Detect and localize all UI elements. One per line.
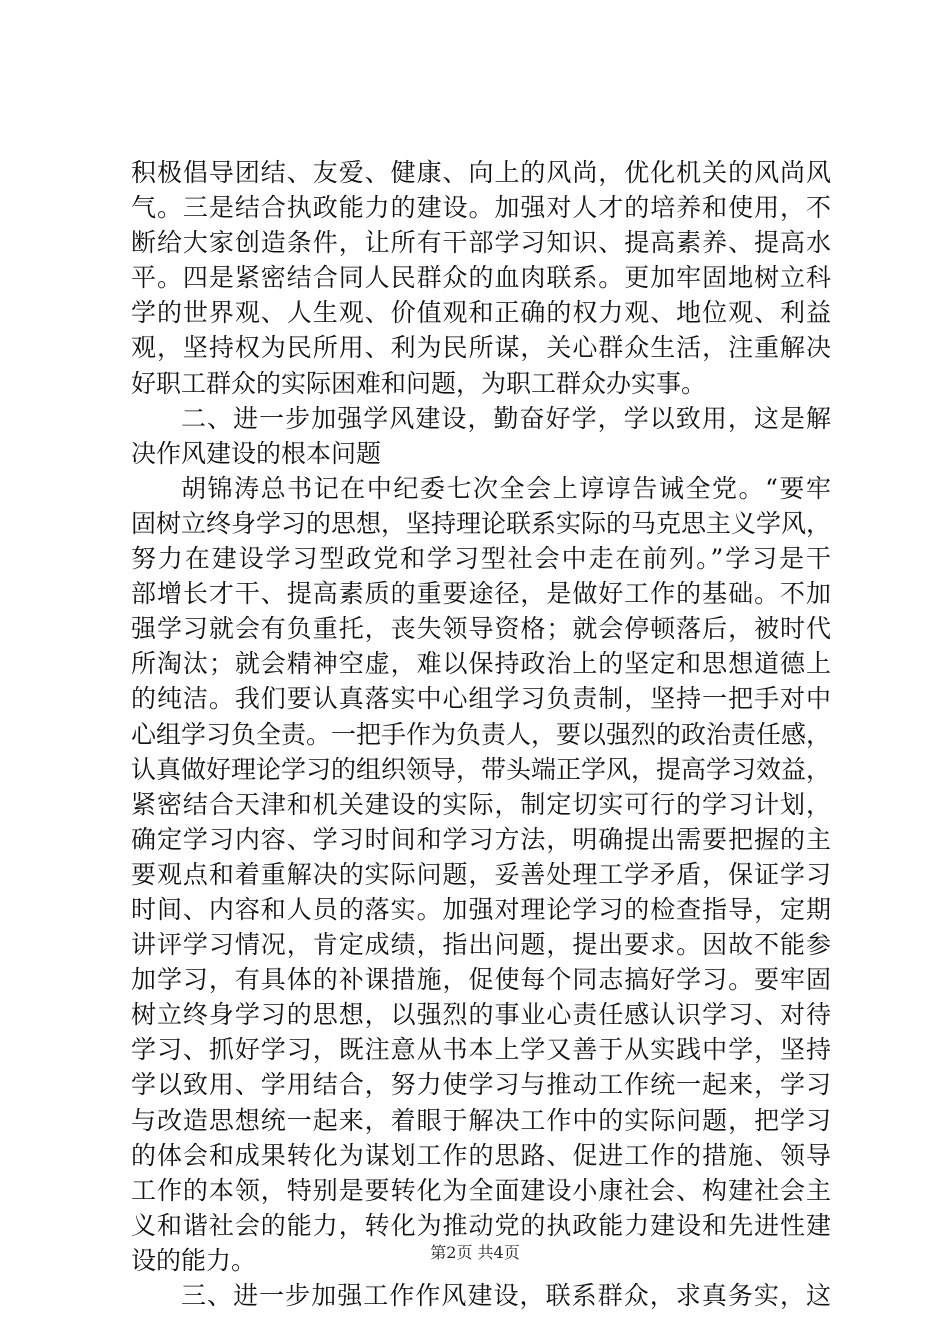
text-line: 胡锦涛总书记在中纪委七次全会上谆谆告诫全党。“要牢 [181,473,831,503]
text-line: 固树立终身学习的思想，坚持理论联系实际的马克思主义学风， [131,508,831,538]
text-line: 所淘汰；就会精神空虚，难以保持政治上的坚定和思想道德上 [131,649,831,679]
text-line: 部增长才干、提高素质的重要途径，是做好工作的基础。不加 [131,579,831,609]
text-line: 学以致用、学用结合，努力使学习与推动工作统一起来，学习 [131,1070,831,1100]
text-line: 与改造思想统一起来，着眼于解决工作中的实际问题，把学习 [131,1105,831,1135]
text-line: 时间、内容和人员的落实。加强对理论学习的检查指导，定期 [131,894,831,924]
text-line: 观，坚持权为民所用、利为民所谋，关心群众生活，注重解决 [131,333,831,363]
text-line: 认真做好理论学习的组织领导，带头端正学风，提高学习效益， [131,754,831,784]
text-line: 心组学习负全责。一把手作为负责人，要以强烈的政治责任感， [131,719,831,749]
text-line: 断给大家创造条件，让所有干部学习知识、提高素养、提高水 [131,228,831,258]
text-line: 紧密结合天津和机关建设的实际，制定切实可行的学习计划， [131,789,831,819]
text-line: 二、进一步加强学风建设，勤奋好学，学以致用，这是解 [181,403,831,433]
text-line: 学习、抓好学习，既注意从书本上学又善于从实践中学，坚持 [131,1035,831,1065]
text-line: 树立终身学习的思想，以强烈的事业心责任感认识学习、对待 [131,1000,831,1030]
text-line: 义和谐社会的能力，转化为推动党的执政能力建设和先进性建 [131,1210,831,1240]
text-line: 加学习，有具体的补课措施，促使每个同志搞好学习。要牢固 [131,965,831,995]
text-line: 要观点和着重解决的实际问题，妥善处理工学矛盾，保证学习 [131,859,831,889]
page-footer: 第2页 共4页 [430,1243,520,1262]
text-line: 的体会和成果转化为谋划工作的思路、促进工作的措施、领导 [131,1140,831,1170]
document-body [131,155,831,1313]
text-line: 学的世界观、人生观、价值观和正确的权力观、地位观、利益 [131,298,831,328]
text-line: 好职工群众的实际困难和问题，为职工群众办实事。 [131,368,707,398]
text-line: 气。三是结合执政能力的建设。加强对人才的培养和使用，不 [131,193,831,223]
text-line: 讲评学习情况，肯定成绩，指出问题，提出要求。因故不能参 [131,930,831,960]
text-line: 努力在建设学习型政党和学习型社会中走在前列。”学习是干 [131,544,831,574]
text-line: 平。四是紧密结合同人民群众的血肉联系。更加牢固地树立科 [131,263,831,293]
text-line: 的纯洁。我们要认真落实中心组学习负责制，坚持一把手对中 [131,684,831,714]
text-line: 设的能力。 [131,1245,257,1275]
text-line: 工作的本领，特别是要转化为全面建设小康社会、构建社会主 [131,1175,831,1205]
text-line: 确定学习内容、学习时间和学习方法，明确提出需要把握的主 [131,824,831,854]
text-line: 三、进一步加强工作作风建设，联系群众，求真务实，这 [181,1281,831,1310]
text-line: 积极倡导团结、友爱、健康、向上的风尚，优化机关的风尚风 [131,158,831,187]
text-line: 决作风建设的根本问题 [131,438,382,468]
text-line: 强学习就会有负重托，丧失领导资格；就会停顿落后，被时代 [131,614,831,644]
